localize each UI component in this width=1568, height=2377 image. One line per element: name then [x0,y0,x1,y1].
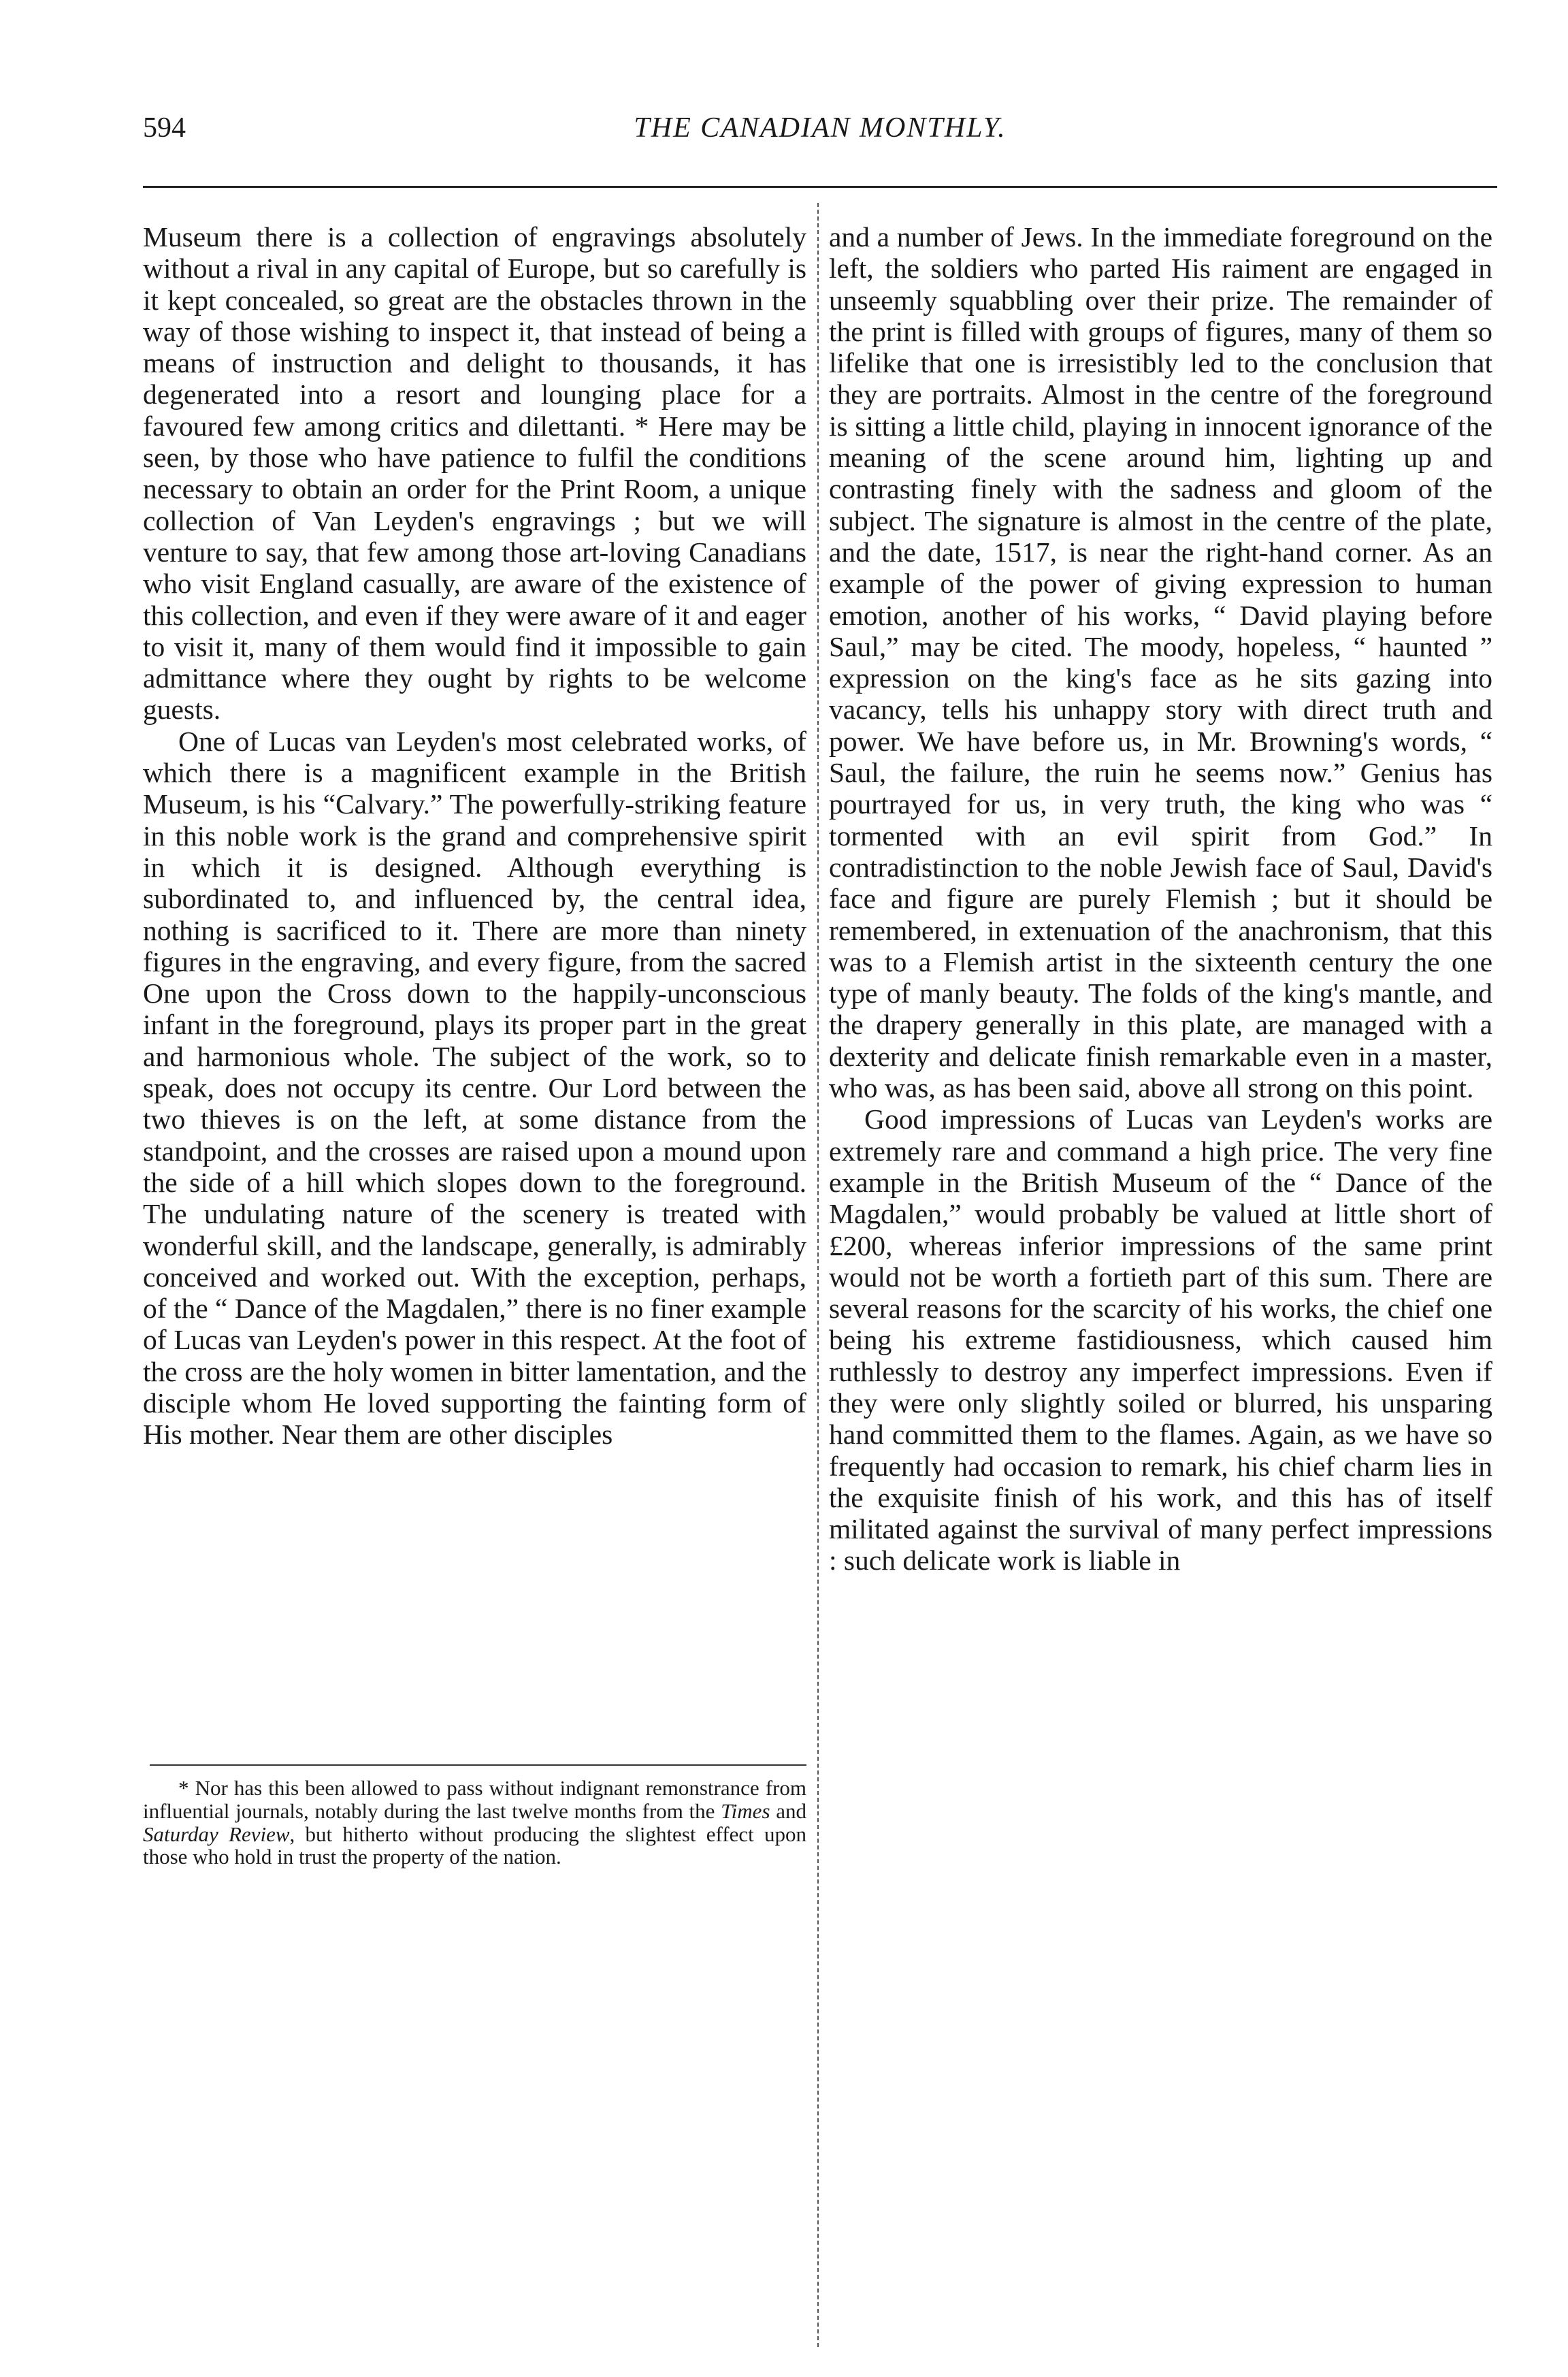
column-divider [817,203,819,2347]
header-rule [143,186,1497,188]
footnote-text-part: and [770,1798,806,1823]
footnote-italic-saturday-review: Saturday Review [143,1822,290,1846]
right-paragraph-1: and a number of Jews. In the immediate foreground on the left, the soldiers who parted His raiment are engaged in unseemly squabbling over their prize. The remainder of the print is filled with groups of figures, many of them so lifelike that one is irresistibly led to the conclusion that they are portraits. Almost in the centre of the foreground is sitting a little child, playing in innocent ignorance of the meaning of the scene around him, lighting up and contrasting finely with the sadness and gloom of the subject. The signature is almost in the centre of the plate, and the date, 1517, is near the right-hand corner. As an example of the power of giving expression to human emotion, another of his works, “ David playing before Saul,” may be cited. The moody, hopeless, “ haunted ” expression on the king's face as he sits gazing into vacancy, tells his unhappy story with direct truth and power. We have before us, in Mr. Browning's words, “ Saul, the failure, the ruin he seems now.” Genius has pourtrayed for us, in very truth, the king who was “ tormented with an evil spirit from God.” In contradistinction to the noble Jewish face of Saul, David's face and figure are purely Flemish ; but it should be remembered, in extenuation of the anachronism, that this was to a Flemish artist in the sixteenth century the one type of manly beauty. The folds of the king's mantle, and the drapery generally in this plate, are managed with a dexterity and delicate finish remarkable even in a master, who was, as has been said, above all strong on this point. [829,221,1492,1104]
left-column [143,221,806,1451]
right-paragraph-2: Good impressions of Lucas van Leyden's works are extremely rare and command a high price. The very fine example in the British Museum of the “ Dance of the Magdalen,” would probably be valued at little short of £200, whereas inferior impressions of the same print would not be worth a fortieth part of this sum. There are several reasons for the scarcity of his works, the chief one being his extreme fastidiousness, which caused him ruthlessly to destroy any imperfect impressions. Even if they were only slightly soiled or blurred, his unsparing hand committed them to the flames. Again, as we have so frequently had occasion to remark, his chief charm lies in the exquisite finish of his work, and this has of itself militated against the survival of many perfect impressions : such delicate work is liable in [829,1103,1492,1576]
page-number: 594 [143,112,186,144]
footnote [143,1777,806,1869]
right-column [829,221,1492,1576]
left-paragraph-2: One of Lucas van Leyden's most celebrated works, of which there is a magnificent example in the British Museum, is his “Calvary.” The powerfully-striking feature in this noble work is the grand and comprehensive spirit in which it is designed. Although everything is subordinated to, and influenced by, the central idea, nothing is sacrificed to it. There are more than ninety figures in the engraving, and every figure, from the sacred One upon the Cross down to the happily-unconscious infant in the foreground, plays its proper part in the great and harmonious whole. The subject of the work, so to speak, does not occupy its centre. Our Lord between the two thieves is on the left, at some distance from the standpoint, and the crosses are raised upon a mound upon the side of a hill which slopes down to the foreground. The undulating nature of the scenery is treated with wonderful skill, and the landscape, generally, is admirably conceived and worked out. With the exception, perhaps, of the “ Dance of the Magdalen,” there is no finer example of Lucas van Leyden's power in this respect. At the foot of the cross are the holy women in bitter lamentation, and the disciple whom He loved supporting the fainting form of His mother. Near them are other disciples [143,725,806,1451]
footnote-italic-times: Times [721,1798,770,1823]
footnote-text-part: , but hitherto without producing the slightest effect upon those who hold in trust the property of the nation. [143,1822,806,1869]
running-head: THE CANADIAN MONTHLY. [634,112,1007,144]
left-paragraph-1: Museum there is a collection of engravings absolutely without a rival in any capital of Europe, but so carefully is it kept concealed, so great are the obstacles thrown in the way of those wishing to inspect it, that instead of being a means of instruction and delight to thousands, it has degenerated into a resort and lounging place for a favoured few among critics and dilettanti. * Here may be seen, by those who have patience to fulfil the conditions necessary to obtain an order for the Print Room, a unique collection of Van Leyden's engravings ; but we will venture to say, that few among those art-loving Canadians who visit England casually, are aware of the existence of this collection, and even if they were aware of it and eager to visit it, many of them would find it impossible to gain admittance where they ought by rights to be welcome guests. [143,221,806,726]
page-header [143,108,1497,148]
footnote-text [143,1777,806,1869]
footnote-text-part: * Nor has this been allowed to pass without indignant remonstrance from influential journals, notably during the last twelve months from the [143,1776,806,1823]
footnote-rule [150,1764,806,1766]
